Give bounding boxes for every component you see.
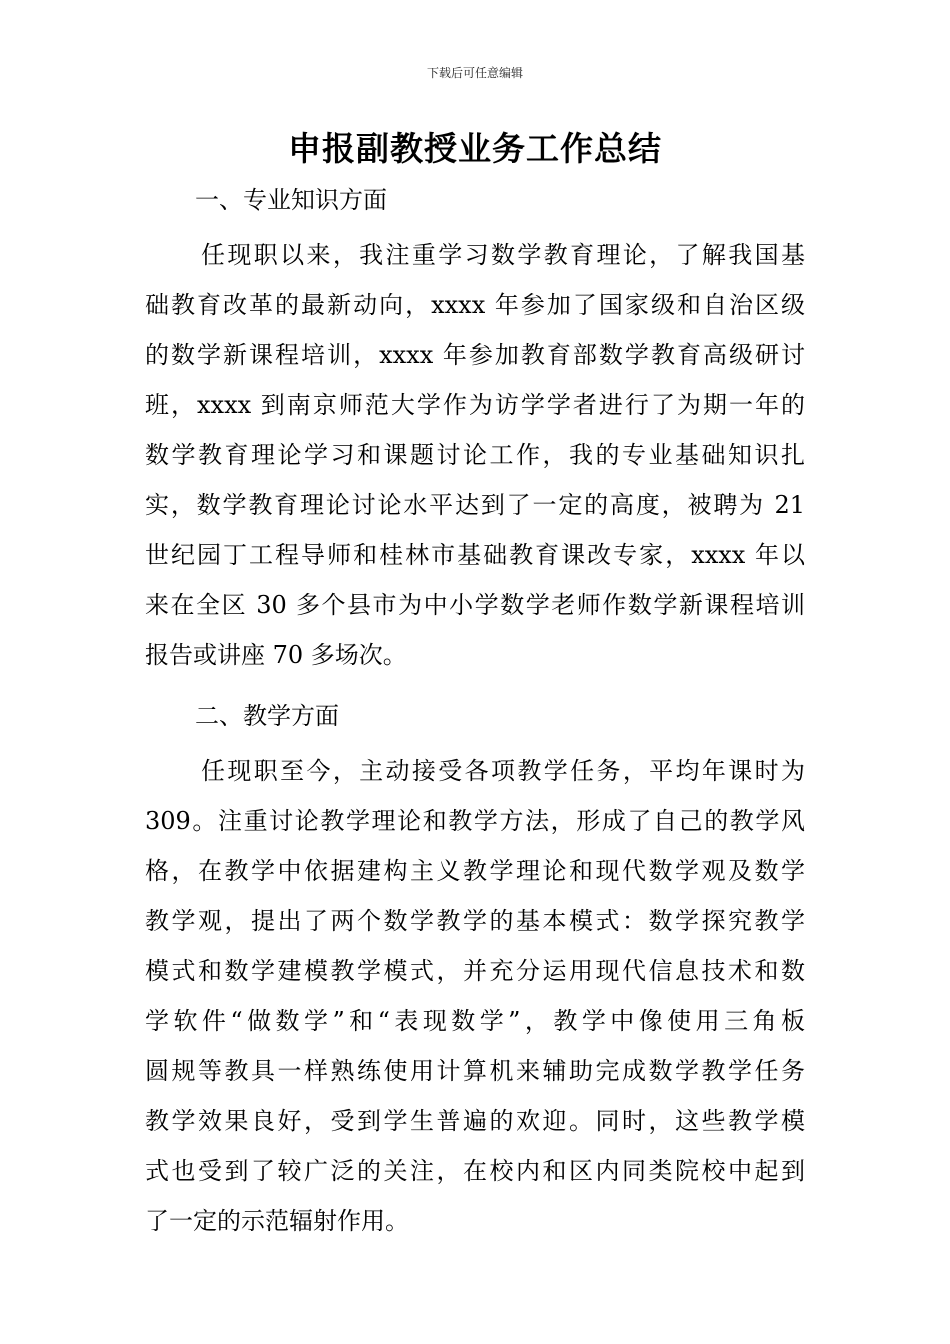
document-body: [145, 178, 805, 1260]
paragraph-line: 学软件“做数学”和“表现数学”，教学中像使用三角板: [145, 1007, 805, 1035]
header-note: 下载后可任意编辑: [426, 66, 523, 80]
section-teaching: [145, 694, 805, 1246]
paragraph-line: 了一定的示范辐射作用。: [145, 1207, 409, 1235]
section-professional-knowledge: [145, 178, 805, 680]
section-heading: 二、教学方面: [195, 702, 339, 730]
paragraph-line: 式也受到了较广泛的关注，在校内和区内同类院校中起到: [145, 1157, 805, 1185]
paragraph-line: 来在全区 30 多个县市为中小学数学老师作数学新课程培训: [145, 591, 805, 619]
paragraph-line: 的数学新课程培训，xxxx 年参加教育部数学教育高级研讨: [145, 341, 805, 369]
paragraph-line: 实，数学教育理论讨论水平达到了一定的高度，被聘为 21: [145, 491, 805, 519]
paragraph-line: 圆规等教具一样熟练使用计算机来辅助完成数学教学任务: [145, 1057, 805, 1085]
paragraph: [145, 746, 805, 1246]
paragraph-line: 格，在教学中依据建构主义教学理论和现代数学观及数学: [145, 857, 805, 885]
paragraph-line: 309。注重讨论教学理论和教学方法，形成了自己的教学风: [145, 807, 805, 835]
paragraph-line: 础教育改革的最新动向，xxxx 年参加了国家级和自治区级: [145, 291, 805, 319]
document-title: 申报副教授业务工作总结: [288, 129, 662, 168]
paragraph-line: 班，xxxx 到南京师范大学作为访学学者进行了为期一年的: [145, 391, 805, 419]
paragraph-line: 数学教育理论学习和课题讨论工作，我的专业基础知识扎: [145, 441, 805, 469]
paragraph-line: 世纪园丁工程导师和桂林市基础教育课改专家，xxxx 年以: [145, 541, 805, 569]
paragraph: [145, 230, 805, 680]
paragraph-line: 任现职以来，我注重学习数学教育理论，了解我国基: [201, 241, 805, 269]
paragraph-line: 教学观，提出了两个数学教学的基本模式：数学探究教学: [145, 907, 805, 935]
section-heading: 一、专业知识方面: [195, 186, 387, 214]
paragraph-line: 任现职至今，主动接受各项教学任务，平均年课时为: [201, 757, 805, 785]
paragraph-line: 报告或讲座 70 多场次。: [145, 641, 407, 669]
paragraph-line: 模式和数学建模教学模式，并充分运用现代信息技术和数: [145, 957, 805, 985]
paragraph-line: 教学效果良好，受到学生普遍的欢迎。同时，这些教学模: [145, 1107, 805, 1135]
